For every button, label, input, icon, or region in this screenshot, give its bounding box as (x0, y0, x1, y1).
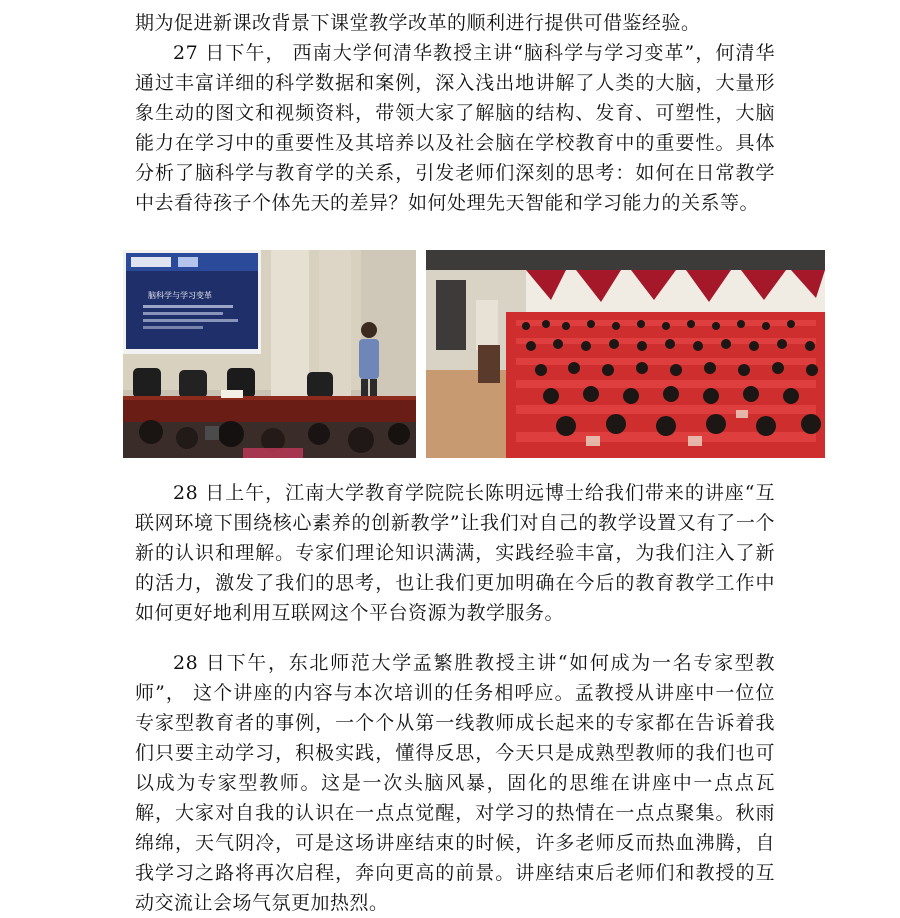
paragraph-afternoon-27 (135, 8, 775, 218)
slide-title-text: 脑科学与学习变革 (148, 291, 212, 300)
lecture-photo-speaker (123, 250, 416, 458)
lecture-photo-auditorium (426, 250, 825, 458)
auditorium-image (426, 250, 825, 458)
paragraph-body-27: 27 日下午， 西南大学何清华教授主讲“脑科学与学习变革”，何清华通过丰富详细的科学数据和案例，深入浅出地讲解了人类的大脑，大量形象生动的图文和视频资料，带领大家了解脑的结构、发育、可塑性，大脑能力在学习中的重要性及其培养以及社会脑在学校教育中的重要性。具体分析了脑科学与教育学的关系，引发老师们深刻的思考：如何在日常教学中去看待孩子个体先天的差异？如何处理先天智能和学习能力的关系等。 (135, 42, 775, 214)
paragraph-afternoon-28: 28 日下午，东北师范大学孟繁胜教授主讲“如何成为一名专家型教师”， 这个讲座的内容与本次培训的任务相呼应。孟教授从讲座中一位位专家型教育者的事例，一个个从第一线教师成长起来的专家都在告诉着我们只要主动学习，积极实践，懂得反思，今天只是成熟型教师的我们也可以成为专家型教师。这是一次头脑风暴，固化的思维在讲座中一点点瓦解，大家对自我的认识在一点点觉醒，对学习的热情在一点点聚集。秋雨绵绵，天气阴冷，可是这场讲座结束的时候，许多老师反而热血沸腾，自我学习之路将再次启程，奔向更高的前景。讲座结束后老师们和教授的互动交流让会场气氛更加热烈。 (135, 652, 775, 914)
lecture-speaker-image (123, 250, 416, 458)
paragraph-morning-28: 28 日上午，江南大学教育学院院长陈明远博士给我们带来的讲座“互联网环境下围绕核心素养的创新教学”让我们对自己的教学设置又有了一个新的认识和理解。专家们理论知识满满，实践经验丰富，为我们注入了新的活力，激发了我们的思考，也让我们更加明确在今后的教育教学工作中如何更好地利用互联网这个平台资源为教学服务。 (135, 482, 775, 624)
paragraph-continuation-line: 期为促进新课改背景下课堂教学改革的顺利进行提供可借鉴经验。 (135, 12, 701, 34)
